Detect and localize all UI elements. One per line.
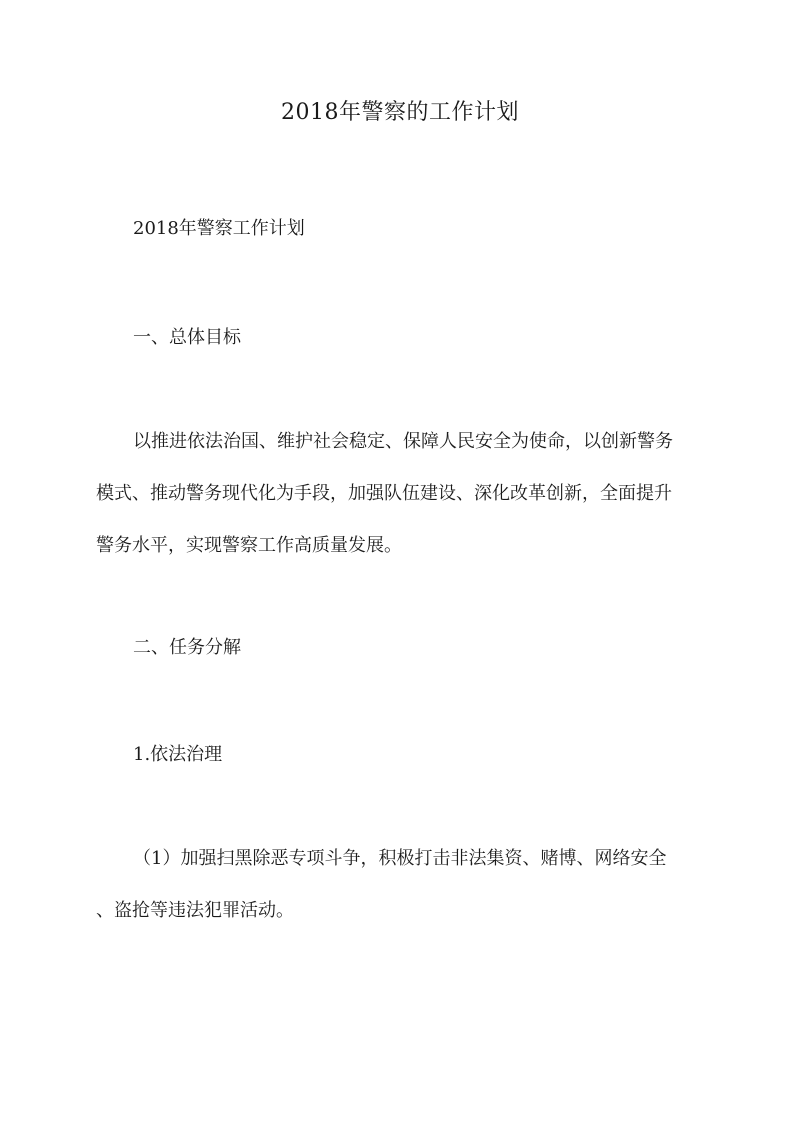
document-title: 2018年警察的工作计划: [281, 100, 519, 125]
paragraph-line: 警务水平，实现警察工作高质量发展。: [96, 535, 402, 556]
section-heading-overall-goal: 一、总体目标: [133, 327, 241, 348]
document-subtitle: 2018年警察工作计划: [133, 218, 305, 239]
subsection-heading-rule-of-law: 1.依法治理: [133, 744, 223, 765]
paragraph-line: 模式、推动警务现代化为手段，加强队伍建设、深化改革创新，全面提升: [96, 483, 672, 504]
section-heading-task-breakdown: 二、任务分解: [133, 637, 241, 658]
paragraph-line: （1）加强扫黑除恶专项斗争，积极打击非法集资、赌博、网络安全: [133, 848, 667, 869]
paragraph-line: 以推进依法治国、维护社会稳定、保障人民安全为使命，以创新警务: [133, 431, 673, 452]
paragraph-line: 、盗抢等违法犯罪活动。: [96, 900, 294, 921]
item-1-paragraph: [96, 833, 708, 937]
overall-goal-paragraph: [96, 416, 708, 572]
